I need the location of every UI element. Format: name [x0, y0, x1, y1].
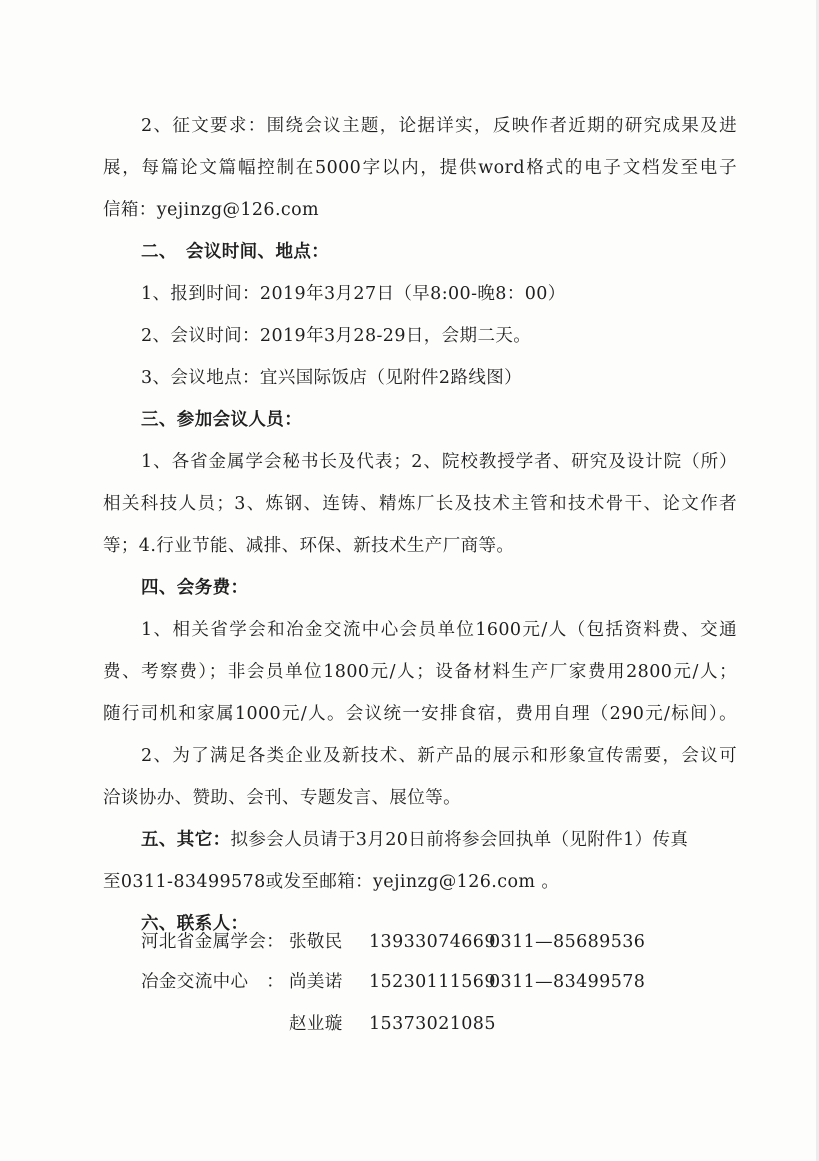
fees-line-1: 1、相关省学会和冶金交流中心会员单位1600元/人（包括资料费、交通 [141, 620, 737, 640]
section-heading-other: 五、其它： [141, 830, 231, 850]
contact-name-2: 尚美诺 [289, 972, 343, 992]
contact-org-2: 冶金交流中心 ： [141, 972, 285, 992]
contact-tel-1: 0311—85689536 [489, 932, 646, 952]
sponsorship-line-2: 洽谈协办、赞助、会刊、专题发言、展位等。 [103, 788, 461, 808]
fees-line-3: 随行司机和家属1000元/人。会议统一安排食宿，费用自理（290元/标间）。 [103, 704, 737, 724]
sponsorship-line-1: 2、为了满足各类企业及新技术、新产品的展示和形象宣传需要，会议可 [141, 746, 737, 766]
attendees-line-3: 等；4.行业节能、减排、环保、新技术生产厂商等。 [103, 536, 515, 556]
contact-org-1: 河北省金属学会： [141, 932, 285, 952]
section-heading-time-location: 二、 会议时间、地点： [141, 242, 330, 262]
registration-time: 1、报到时间：2019年3月27日（早8:00-晚8：00） [141, 284, 566, 304]
meeting-time: 2、会议时间：2019年3月28-29日，会期二天。 [141, 326, 532, 346]
other-line-2: 至0311-83499578或发至邮箱：yejinzg@126.com 。 [103, 872, 560, 892]
contact-tel-2: 0311—83499578 [489, 972, 646, 992]
meeting-location: 3、会议地点：宜兴国际饭店（见附件2路线图） [141, 368, 523, 388]
paper-requirement-line-3: 信箱：yejinzg@126.com [103, 200, 320, 220]
contact-mobile-2: 15230111569 [369, 972, 496, 992]
other-text: 拟参会人员请于3月20日前将参会回执单（见附件1）传真 [230, 830, 689, 850]
section-heading-contacts: 六、联系人： [141, 914, 249, 934]
paper-requirement-line-1: 2、征文要求：围绕会议主题，论据详实，反映作者近期的研究成果及进 [141, 116, 737, 136]
contact-name-3: 赵业璇 [289, 1014, 343, 1034]
attendees-line-2: 相关科技人员；3、炼钢、连铸、精炼厂长及技术主管和技术骨干、论文作者 [103, 494, 737, 514]
other-line-1 [103, 819, 737, 861]
attendees-line-1: 1、各省金属学会秘书长及代表；2、院校教授学者、研究及设计院（所） [141, 452, 737, 472]
fees-line-2: 费、考察费）；非会员单位1800元/人；设备材料生产厂家费用2800元/人； [103, 662, 737, 682]
section-heading-attendees: 三、参加会议人员： [141, 410, 303, 430]
contact-mobile-1: 13933074669 [369, 932, 496, 952]
contact-name-1: 张敬民 [289, 932, 343, 952]
paper-requirement-line-2: 展，每篇论文篇幅控制在5000字以内，提供word格式的电子文档发至电子 [103, 158, 737, 178]
section-heading-fees: 四、会务费： [141, 578, 249, 598]
contact-mobile-3: 15373021085 [369, 1014, 496, 1034]
